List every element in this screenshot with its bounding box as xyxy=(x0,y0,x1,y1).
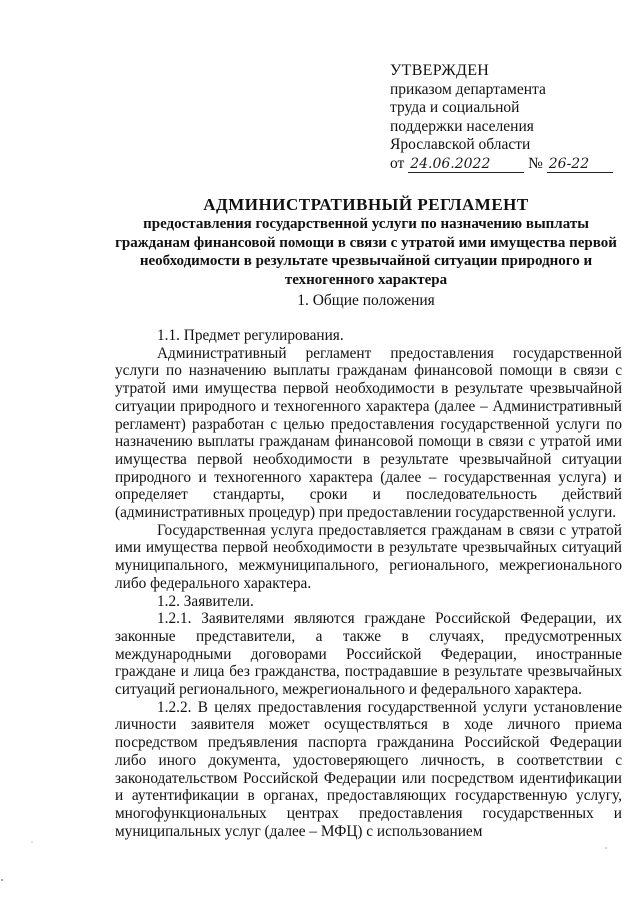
approval-line: Ярославской области xyxy=(390,136,531,153)
approval-heading: УТВЕРЖДЕН xyxy=(390,62,490,79)
paragraph: 1.2. Заявители. xyxy=(157,592,254,610)
approval-line: приказом департамента xyxy=(390,80,546,98)
paragraph: 1.2.2. В целях предоставления государственной услуги установление личности заявителя может осуществляться в ходе личного приема посредством предъявления паспорта гражданина Российской Федерации либо иного документа, удостоверяющего личность, в соответствии с законодательством Российской Федерации или посредством идентификации и аутентификации в органах, предоставляющих государственную услугу, многофункциональных центрах предоставления государственных и муниципальных услуг (далее – МФЦ) с использованием xyxy=(115,698,622,840)
title-main: АДМИНИСТРАТИВНЫЙ РЕГЛАМЕНТ xyxy=(203,195,529,214)
document-body xyxy=(115,327,622,840)
handwritten-number: 26-22 xyxy=(547,157,613,173)
approval-stamp xyxy=(390,62,630,173)
handwritten-date: 24.06.2022 xyxy=(408,157,524,173)
paragraph: Государственная услуга предоставляется гражданам в связи с утратой ими имущества первой необходимости в результате чрезвычайных ситуаций муниципального, межмуниципального, регионального, межрегионального либо федерального характера. xyxy=(115,521,622,592)
approval-date-row xyxy=(390,155,630,174)
date-prefix: от xyxy=(390,154,405,172)
paragraph: 1.1. Предмет регулирования. xyxy=(157,327,344,344)
title-subtitle: предоставления государственной услуги по назначению выплаты гражданам финансовой помощи в связи с утратой ими имущества первой необходимости в результате чрезвычайной ситуации природного и техногенного характера xyxy=(115,216,617,288)
document-title xyxy=(110,194,622,289)
paragraph: Административный регламент предоставления государственной услуги по назначению выплаты гражданам финансовой помощи в связи с утратой ими имущества первой необходимости в результате чрезвычайной ситуации природного и техногенного характера (далее – Административный регламент) разработан с целью предоставления государственной услуги по назначению выплаты гражданам финансовой помощи в связи с утратой ими имущества первой необходимости в результате чрезвычайной ситуации природного и техногенного характера (далее – государственная услуга) и определяет стандарты, сроки и последовательность действий (административных процедур) при предоставлении государственной услуги. xyxy=(115,344,622,522)
approval-line: труда и социальной xyxy=(390,99,520,116)
paragraph: 1.2.1. Заявителями являются граждане Российской Федерации, их законные представители, а также в случаях, предусмотренных международными договорами Российской Федерации, иностранные граждане и лица без гражданства, пострадавшие в результате чрезвычайных ситуаций регионального, межрегионального и федерального характера. xyxy=(115,610,622,699)
section-heading: 1. Общие положения xyxy=(297,292,435,309)
approval-line: поддержки населения xyxy=(390,117,534,135)
number-prefix: № xyxy=(528,154,543,172)
